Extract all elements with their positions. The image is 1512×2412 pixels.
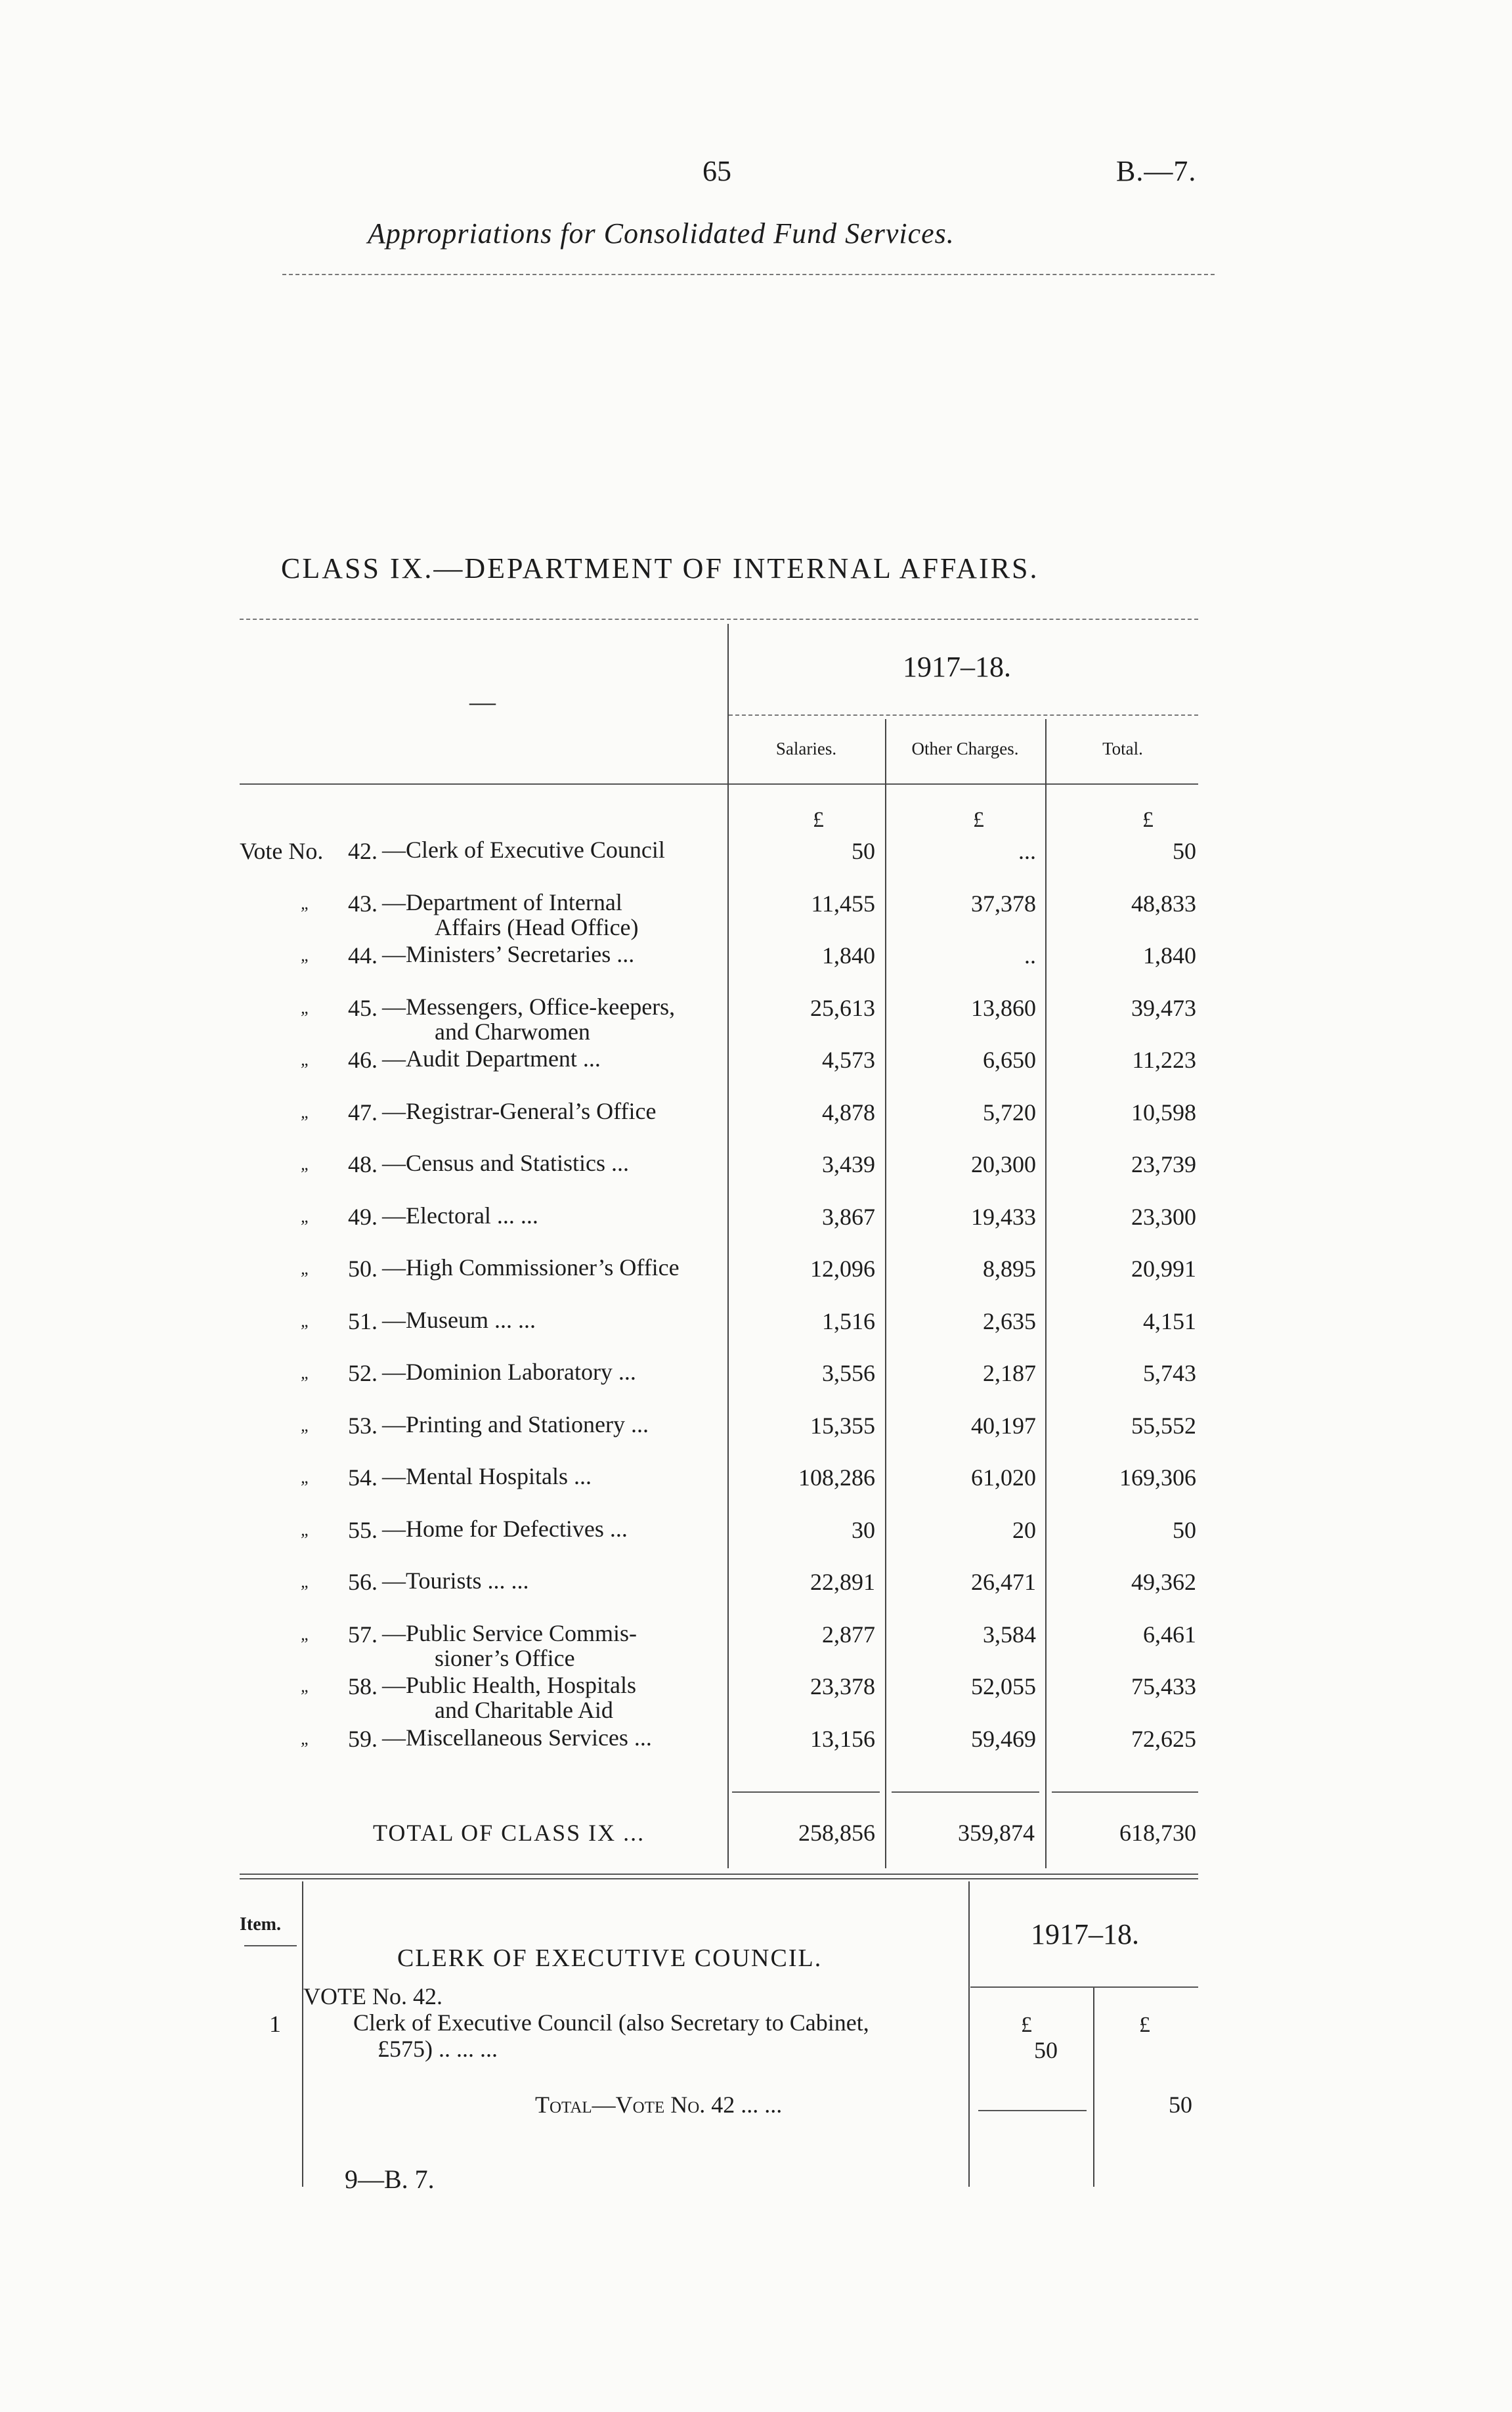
blank-column-header: — [469, 687, 496, 716]
vote-number: 54. [348, 1464, 378, 1491]
vote-description: —Registrar-General’s Office [382, 1098, 657, 1124]
vote-other-charges: 6,650 [983, 1047, 1036, 1073]
vote-total: 23,739 [1131, 1151, 1196, 1177]
vote-number: 50. [348, 1256, 378, 1282]
vote-description: —Electoral ... ... [382, 1202, 538, 1229]
vote-total-amount: 50 [1169, 2092, 1192, 2118]
column-divider-2 [885, 719, 886, 1868]
vote-number: 44. [348, 942, 378, 969]
vote-salaries: 3,556 [822, 1360, 875, 1386]
vote-total-rule [978, 2110, 1087, 2111]
vote-salaries: 1,840 [822, 942, 875, 969]
vote-salaries: 4,573 [822, 1047, 875, 1073]
vote-other-charges: 37,378 [971, 890, 1036, 917]
vote-salaries: 3,439 [822, 1151, 875, 1177]
column-divider-1 [727, 624, 729, 1868]
vote-salaries: 11,455 [811, 890, 875, 917]
vote-description: —Printing and Stationery ... [382, 1411, 649, 1437]
ditto-mark: „ [301, 1207, 311, 1226]
class-title: CLASS IX.—DEPARTMENT OF INTERNAL AFFAIRS. [281, 552, 1039, 584]
vote-total: 11,223 [1132, 1047, 1196, 1073]
vote-other-charges: 5,720 [983, 1099, 1036, 1126]
vote-number: 42. [348, 838, 378, 864]
vote-label: VOTE No. 42. [303, 1983, 443, 2009]
class-year-header: 1917–18. [903, 651, 1011, 683]
vote-description: —Audit Department ... [382, 1045, 601, 1072]
vote-other-charges: 8,895 [983, 1256, 1036, 1282]
vote-description: —Census and Statistics ... [382, 1150, 629, 1176]
vote-total-label: Total—Vote No. 42 ... ... [535, 2092, 783, 2118]
vote-number: 57. [348, 1621, 378, 1648]
vote-description: —Department of Internal [382, 889, 622, 915]
clerk-year-header: 1917–18. [1031, 1918, 1139, 1950]
total-rule-other [892, 1791, 1039, 1793]
vote-number: 55. [348, 1517, 378, 1543]
vote-number: 45. [348, 995, 378, 1021]
vote-total: 6,461 [1143, 1621, 1196, 1648]
vote-description: —Messengers, Office-keepers, [382, 994, 676, 1020]
page-subtitle: Appropriations for Consolidated Fund Services. [368, 217, 955, 250]
vote-other-charges: 61,020 [971, 1464, 1036, 1491]
currency-other: £ [973, 808, 984, 832]
vote-salaries: 50 [852, 838, 875, 864]
page-number: 65 [702, 155, 731, 187]
ditto-mark: „ [301, 1677, 311, 1696]
vote-other-charges: .. [1024, 942, 1036, 969]
vote-number: 53. [348, 1413, 378, 1439]
vote-total: 50 [1173, 1517, 1196, 1543]
vote-salaries: 15,355 [810, 1413, 875, 1439]
vote-description: and Charwomen [435, 1019, 590, 1045]
vote-salaries: 3,867 [822, 1204, 875, 1230]
document-code: B.—7. [1116, 155, 1197, 187]
vote-number: 52. [348, 1360, 378, 1386]
clerk-year-rule [970, 1986, 1198, 1988]
ditto-mark: „ [301, 1625, 311, 1644]
item-amount: 50 [1034, 2037, 1058, 2063]
vote-other-charges: 20 [1012, 1517, 1036, 1543]
item-description-line-2: £575) .. ... ... [378, 2036, 498, 2062]
item-header-rule [244, 1945, 297, 1946]
vote-salaries: 4,878 [822, 1099, 875, 1126]
item-number: 1 [269, 2011, 281, 2037]
column-divider-3 [1045, 719, 1047, 1868]
vote-number: 49. [348, 1204, 378, 1230]
item-description-line-1: Clerk of Executive Council (also Secretary to Cabinet, [353, 2009, 869, 2036]
vote-total: 169,306 [1119, 1464, 1196, 1491]
currency-total: £ [1142, 808, 1154, 832]
vote-other-charges: 19,433 [971, 1204, 1036, 1230]
clerk-section-title: CLERK OF EXECUTIVE COUNCIL. [397, 1944, 823, 1972]
item-currency: £ [1021, 2013, 1032, 2037]
vote-description: and Charitable Aid [435, 1697, 613, 1723]
vote-total: 48,833 [1131, 890, 1196, 917]
amount-column-divider [968, 1881, 970, 2187]
ditto-mark: „ [301, 1729, 311, 1748]
vote-other-charges: 40,197 [971, 1413, 1036, 1439]
vote-number: 58. [348, 1673, 378, 1699]
vote-other-charges: ... [1018, 838, 1036, 864]
vote-number: 46. [348, 1047, 378, 1073]
vote-other-charges: 59,469 [971, 1726, 1036, 1752]
vote-total: 23,300 [1131, 1204, 1196, 1230]
vote-number: 48. [348, 1151, 378, 1177]
column-header-rule [240, 783, 1198, 785]
vote-salaries: 13,156 [810, 1726, 875, 1752]
vote-description: —Public Service Commis- [382, 1620, 637, 1646]
vote-total: 72,625 [1131, 1726, 1196, 1752]
vote-other-charges: 52,055 [971, 1673, 1036, 1699]
table-bottom-rule [240, 1874, 1198, 1875]
ditto-mark: „ [301, 1311, 311, 1330]
year-header-rule [729, 714, 1198, 716]
table-bottom-rule-2 [240, 1878, 1198, 1879]
vote-other-charges: 2,635 [983, 1308, 1036, 1334]
total-rule-total [1052, 1791, 1198, 1793]
ditto-mark: „ [301, 894, 311, 913]
vote-number: 51. [348, 1308, 378, 1334]
vote-total: 4,151 [1143, 1308, 1196, 1334]
vote-number: 59. [348, 1726, 378, 1752]
class-total-total: 618,730 [1119, 1820, 1196, 1846]
vote-total: 5,743 [1143, 1360, 1196, 1386]
vote-description: —Tourists ... ... [382, 1568, 529, 1594]
vote-other-charges: 20,300 [971, 1151, 1036, 1177]
vote-description: —Dominion Laboratory ... [382, 1359, 636, 1385]
vote-description: —High Commissioner’s Office [382, 1254, 680, 1281]
vote-salaries: 2,877 [822, 1621, 875, 1648]
vote-prefix: Vote No. [240, 838, 324, 864]
item-column-header: Item. [240, 1914, 281, 1935]
class-total-label: TOTAL OF CLASS IX ... [373, 1820, 645, 1846]
vote-number: 56. [348, 1569, 378, 1595]
vote-other-charges: 3,584 [983, 1621, 1036, 1648]
currency-salaries: £ [813, 808, 824, 832]
total-rule-salaries [732, 1791, 880, 1793]
ditto-mark: „ [301, 1259, 311, 1278]
vote-other-charges: 26,471 [971, 1569, 1036, 1595]
vote-total: 50 [1173, 838, 1196, 864]
ditto-mark: „ [301, 1050, 311, 1069]
vote-total: 20,991 [1131, 1256, 1196, 1282]
vote-salaries: 22,891 [810, 1569, 875, 1595]
ditto-mark: „ [301, 1468, 311, 1487]
vote-salaries: 30 [852, 1517, 875, 1543]
vote-salaries: 23,378 [810, 1673, 875, 1699]
footer-signature: 9—B. 7. [345, 2164, 435, 2194]
vote-other-charges: 13,860 [971, 995, 1036, 1021]
vote-description: —Museum ... ... [382, 1307, 536, 1333]
vote-description: —Public Health, Hospitals [382, 1672, 636, 1698]
vote-other-charges: 2,187 [983, 1360, 1036, 1386]
vote-description: —Home for Defectives ... [382, 1516, 628, 1542]
column-header-other-charges: Other Charges. [911, 739, 1019, 758]
ditto-mark: „ [301, 946, 311, 965]
table-top-rule [240, 619, 1198, 620]
vote-salaries: 12,096 [810, 1256, 875, 1282]
vote-total: 1,840 [1143, 942, 1196, 969]
vote-salaries: 108,286 [798, 1464, 875, 1491]
vote-number: 47. [348, 1099, 378, 1126]
ditto-mark: „ [301, 1154, 311, 1173]
ditto-mark: „ [301, 1103, 311, 1122]
header-rule [282, 274, 1215, 275]
ditto-mark: „ [301, 998, 311, 1017]
column-header-total: Total. [1102, 739, 1143, 758]
ditto-mark: „ [301, 1572, 311, 1591]
vote-total: 39,473 [1131, 995, 1196, 1021]
amount-subcolumn-divider [1093, 1986, 1094, 2187]
vote-description: —Mental Hospitals ... [382, 1463, 592, 1489]
vote-total: 55,552 [1131, 1413, 1196, 1439]
vote-description: sioner’s Office [435, 1645, 575, 1671]
ditto-mark: „ [301, 1416, 311, 1435]
vote-total: 75,433 [1131, 1673, 1196, 1699]
item-column-divider [302, 1881, 303, 2187]
total-currency: £ [1139, 2013, 1150, 2037]
vote-total: 10,598 [1131, 1099, 1196, 1126]
ditto-mark: „ [301, 1520, 311, 1539]
vote-description: —Ministers’ Secretaries ... [382, 941, 635, 967]
vote-number: 43. [348, 890, 378, 917]
ditto-mark: „ [301, 1363, 311, 1382]
vote-description: —Miscellaneous Services ... [382, 1724, 652, 1751]
vote-description: —Clerk of Executive Council [382, 837, 665, 863]
vote-description: Affairs (Head Office) [435, 914, 639, 940]
vote-salaries: 1,516 [822, 1308, 875, 1334]
column-header-salaries: Salaries. [775, 739, 837, 758]
class-total-salaries: 258,856 [798, 1820, 875, 1846]
vote-salaries: 25,613 [810, 995, 875, 1021]
vote-total: 49,362 [1131, 1569, 1196, 1595]
class-total-other: 359,874 [958, 1820, 1035, 1846]
